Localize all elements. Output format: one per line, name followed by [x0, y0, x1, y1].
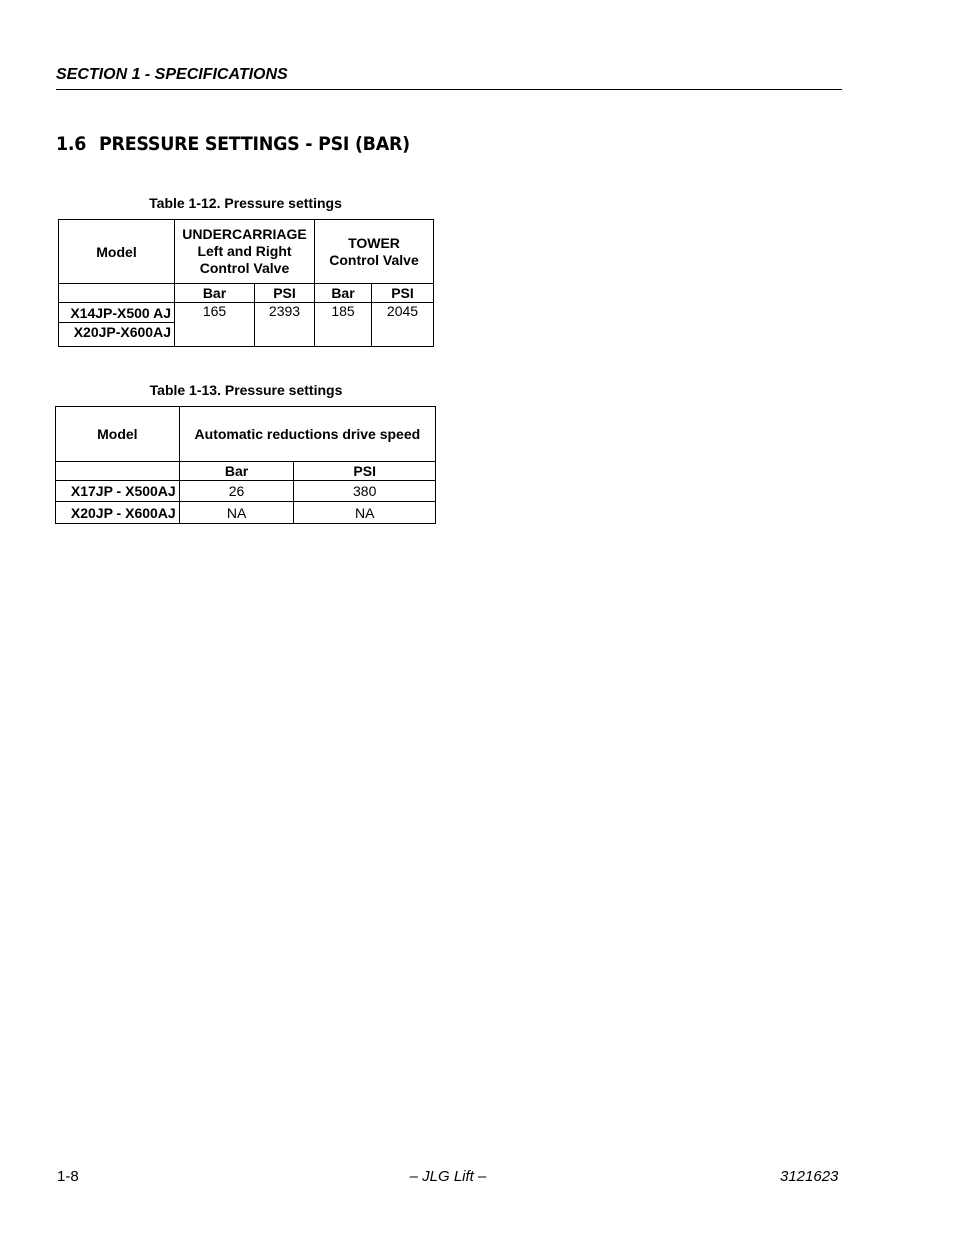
table1-cell-uc-psi: 2393 — [255, 303, 315, 347]
table2-caption: Table 1-13. Pressure settings — [149, 382, 343, 398]
table1-caption: Table 1-12. Pressure settings — [149, 195, 342, 211]
table2-header-auto-reductions: Automatic reductions drive speed — [179, 407, 435, 462]
table2-subheader-bar: Bar — [179, 462, 294, 481]
table1-cell-tw-bar: 185 — [315, 303, 372, 347]
table2-cell-bar: NA — [179, 502, 294, 524]
section-title-text: PRESSURE SETTINGS - PSI (BAR) — [99, 133, 410, 155]
table-row — [56, 502, 436, 524]
table1-cell-uc-bar: 165 — [175, 303, 255, 347]
table2-cell-psi: NA — [294, 502, 436, 524]
table1-subheader-psi-2: PSI — [372, 284, 434, 303]
table1-header-undercarriage: UNDERCARRIAGE Left and Right Control Valve — [175, 220, 315, 284]
table2-cell-psi: 380 — [294, 481, 436, 502]
section-number: 1.6 — [56, 133, 87, 155]
section-header-label: SECTION 1 - SPECIFICATIONS — [56, 66, 288, 83]
pressure-settings-table-1 — [58, 219, 434, 347]
table1-subheader-psi-1: PSI — [255, 284, 315, 303]
table2-row-model: X20JP - X600AJ — [56, 502, 180, 524]
table1-subheader-bar-1: Bar — [175, 284, 255, 303]
table-row — [56, 481, 436, 502]
footer-page-number: 1-8 — [57, 1168, 79, 1185]
table2-subheader-empty — [56, 462, 180, 481]
footer-doc-number: 3121623 — [780, 1168, 839, 1185]
table2-cell-bar: 26 — [179, 481, 294, 502]
table2-subheader-psi: PSI — [294, 462, 436, 481]
section-header — [56, 64, 842, 90]
table1-row-model-1: X14JP-X500 AJ — [59, 303, 175, 323]
footer-center-text: – JLG Lift – — [409, 1168, 487, 1185]
table1-subheader-bar-2: Bar — [315, 284, 372, 303]
table1-header-model: Model — [59, 220, 175, 284]
table1-subheader-empty — [59, 284, 175, 303]
section-title — [56, 133, 410, 155]
table1-header-tower: TOWER Control Valve — [315, 220, 434, 284]
table2-row-model: X17JP - X500AJ — [56, 481, 180, 502]
table1-cell-tw-psi: 2045 — [372, 303, 434, 347]
pressure-settings-table-2 — [55, 406, 436, 524]
table1-row-model-2: X20JP-X600AJ — [59, 323, 175, 347]
table2-header-model: Model — [56, 407, 180, 462]
